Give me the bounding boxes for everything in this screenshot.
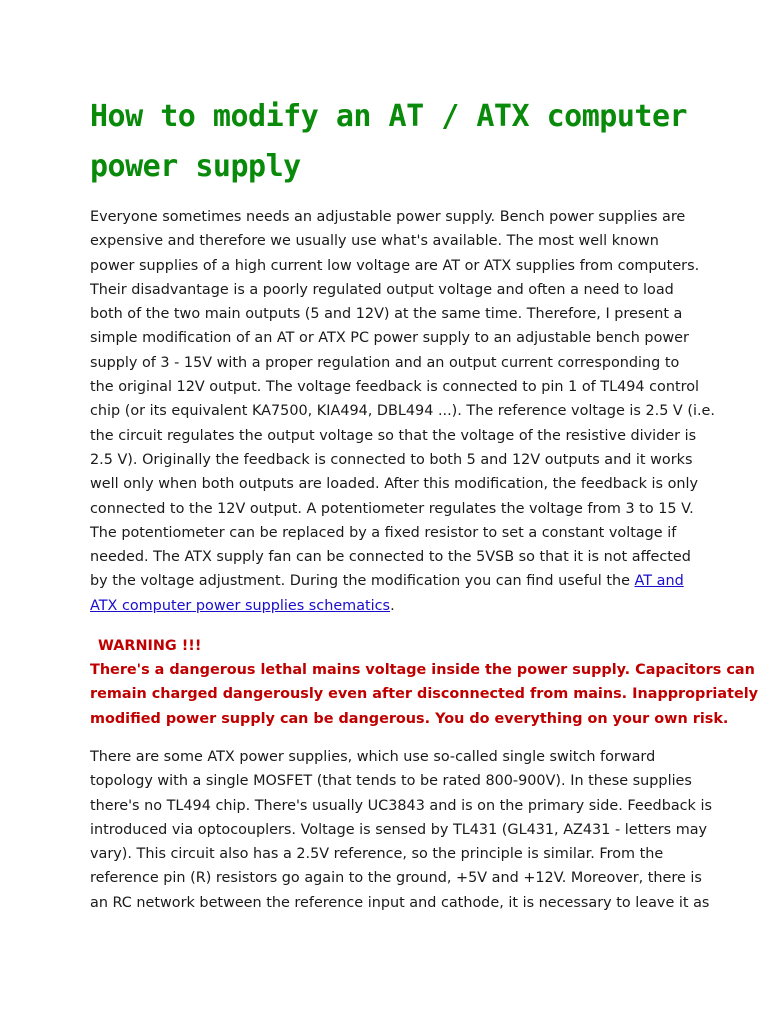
warning-heading: WARNING !!! bbox=[98, 638, 202, 654]
page-title: How to modify an AT / ATX computer power supply bbox=[90, 99, 688, 184]
warning-line: remain charged dangerously even after disconnected from mains. Inappropriately bbox=[90, 686, 759, 703]
intro-line-link-end bbox=[90, 594, 690, 618]
intro-line: 2.5 V). Originally the feedback is connected to both 5 and 12V outputs and it works bbox=[90, 451, 693, 468]
second-line: an RC network between the reference input and cathode, it is necessary to leave it as bbox=[90, 894, 710, 911]
intro-line: needed. The ATX supply fan can be connected to the 5VSB so that it is not affected bbox=[90, 549, 691, 566]
intro-line: power supplies of a high current low voltage are AT or ATX supplies from computers. bbox=[90, 257, 700, 274]
intro-line: expensive and therefore we usually use what's available. The most well known bbox=[90, 233, 659, 250]
second-line: reference pin (R) resistors go again to the ground, +5V and +12V. Moreover, there is bbox=[90, 870, 702, 887]
warning-paragraph bbox=[90, 658, 758, 731]
schematics-link-part2[interactable]: ATX computer power supplies schematics bbox=[90, 597, 391, 614]
intro-line-suffix: . bbox=[390, 597, 395, 614]
warning-line: modified power supply can be dangerous. You do everything on your own risk. bbox=[90, 710, 729, 727]
intro-line: simple modification of an AT or ATX PC power supply to an adjustable bench power bbox=[90, 330, 689, 347]
second-line: topology with a single MOSFET (that tends to be rated 800-900V). In these supplies bbox=[90, 773, 692, 790]
second-line: introduced via optocouplers. Voltage is sensed by TL431 (GL431, AZ431 - letters may bbox=[90, 821, 708, 838]
intro-line: supply of 3 - 15V with a proper regulation and an output current corresponding to bbox=[90, 354, 680, 371]
second-line: there's no TL494 chip. There's usually UC3843 and is on the primary side. Feedback is bbox=[90, 797, 712, 814]
intro-line: Everyone sometimes needs an adjustable power supply. Bench power supplies are bbox=[90, 209, 686, 225]
intro-paragraph bbox=[90, 205, 715, 618]
intro-line: the circuit regulates the output voltage so that the voltage of the resistive divider is bbox=[90, 427, 697, 444]
intro-line: the original 12V output. The voltage feedback is connected to pin 1 of TL494 control bbox=[90, 379, 700, 396]
intro-line-with-link bbox=[90, 569, 690, 593]
intro-line: connected to the 12V output. A potentiometer regulates the voltage from 3 to 15 V. bbox=[90, 500, 694, 517]
intro-line: The potentiometer can be replaced by a fixed resistor to set a constant voltage if bbox=[90, 524, 677, 541]
second-line: There are some ATX power supplies, which use so-called single switch forward bbox=[90, 749, 656, 765]
second-line: vary). This circuit also has a 2.5V reference, so the principle is similar. From the bbox=[90, 846, 664, 863]
intro-line: Their disadvantage is a poorly regulated output voltage and often a need to load bbox=[90, 281, 674, 298]
intro-line: both of the two main outputs (5 and 12V) at the same time. Therefore, I present a bbox=[90, 306, 683, 323]
second-paragraph bbox=[90, 745, 712, 915]
intro-line-text: by the voltage adjustment. During the modification you can find useful the bbox=[90, 573, 635, 590]
schematics-link-part1[interactable]: AT and bbox=[634, 573, 684, 590]
intro-line: well only when both outputs are loaded. After this modification, the feedback is only bbox=[90, 476, 699, 493]
warning-line: There's a dangerous lethal mains voltage inside the power supply. Capacitors can bbox=[90, 662, 755, 678]
intro-line: chip (or its equivalent KA7500, KIA494, DBL494 ...). The reference voltage is 2.5 V (i.e. bbox=[90, 403, 715, 420]
